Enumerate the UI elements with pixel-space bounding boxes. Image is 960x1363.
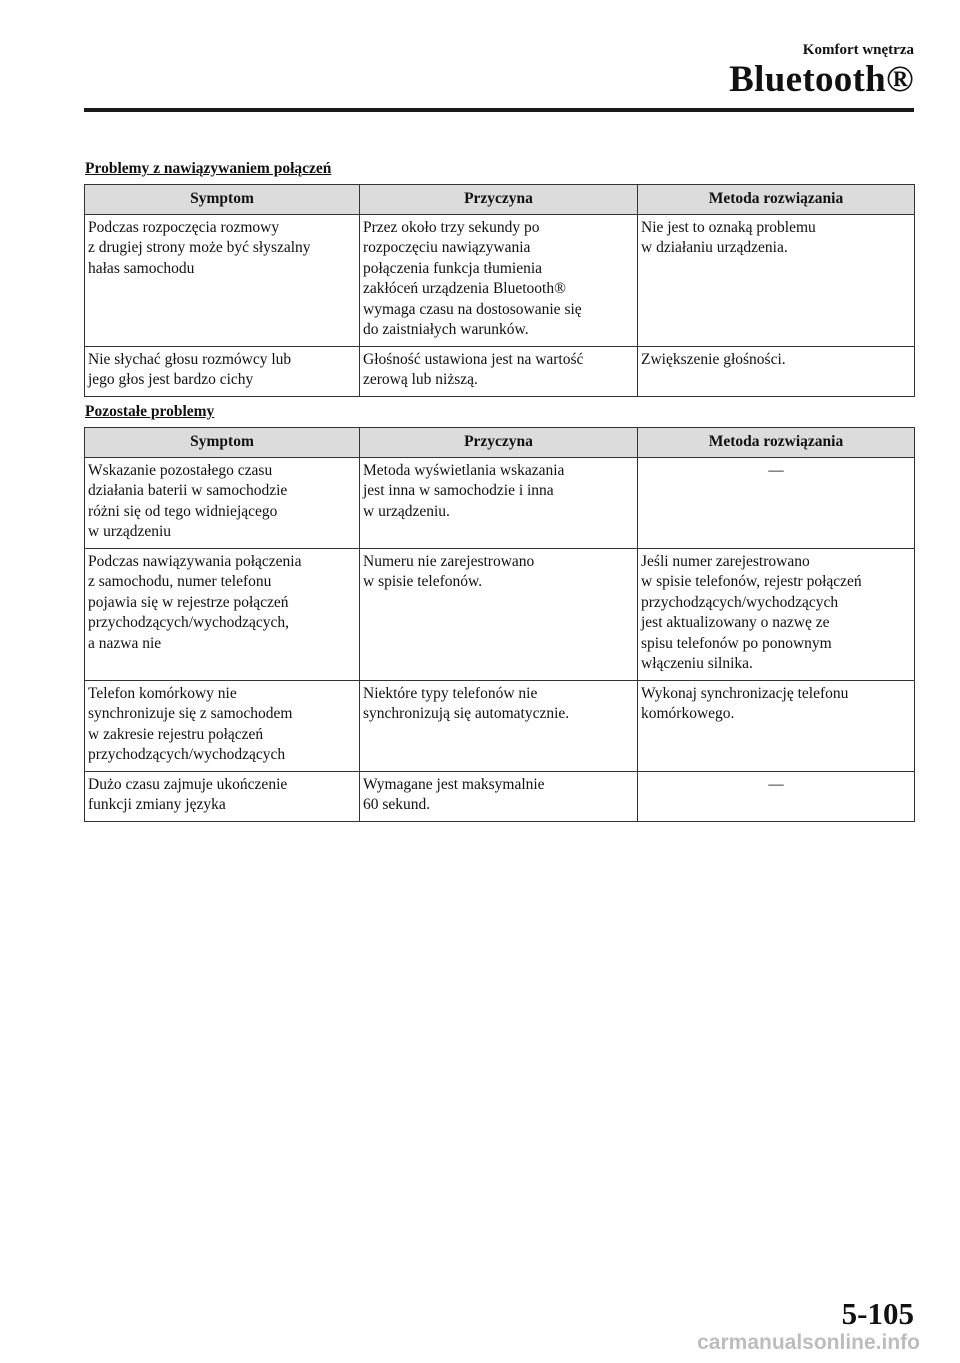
table-header-row xyxy=(85,428,915,458)
page-number: 5-105 xyxy=(841,1296,914,1331)
column-header-cause: Przyczyna xyxy=(360,185,638,215)
page-title: Bluetooth® xyxy=(729,59,914,100)
table-row xyxy=(85,457,915,548)
symptom-cell: Dużo czasu zajmuje ukończenie funkcji zmiany języka xyxy=(85,771,360,821)
cause-cell: Metoda wyświetlania wskazania jest inna w samochodzie i inna w urządzeniu. xyxy=(360,457,638,548)
header-rule xyxy=(84,108,914,112)
table-row xyxy=(85,214,915,346)
column-header-cause: Przyczyna xyxy=(360,428,638,458)
cause-cell: Niektóre typy telefonów nie synchronizują się automatycznie. xyxy=(360,680,638,771)
header-section: Komfort wnętrza xyxy=(802,42,914,58)
symptom-cell: Nie słychać głosu rozmówcy lub jego głos jest bardzo cichy xyxy=(85,346,360,396)
symptom-cell: Telefon komórkowy nie synchronizuje się z samochodem w zakresie rejestru połączeń przychodzących/wychodzących xyxy=(85,680,360,771)
solution-cell: Wykonaj synchronizację telefonu komórkowego. xyxy=(638,680,915,771)
table-header-row xyxy=(85,185,915,215)
table-row xyxy=(85,346,915,396)
other-problems-table xyxy=(84,427,915,822)
column-header-symptom: Symptom xyxy=(85,185,360,215)
solution-cell: Nie jest to oznaką problemu w działaniu urządzenia. xyxy=(638,214,915,346)
column-header-solution: Metoda rozwiązania xyxy=(638,185,915,215)
symptom-cell: Wskazanie pozostałego czasu działania baterii w samochodzie różni się od tego widniejącego w urządzeniu xyxy=(85,457,360,548)
table-row xyxy=(85,771,915,821)
solution-cell: — xyxy=(638,771,915,821)
cause-cell: Numeru nie zarejestrowano w spisie telefonów. xyxy=(360,548,638,680)
column-header-solution: Metoda rozwiązania xyxy=(638,428,915,458)
symptom-cell: Podczas nawiązywania połączenia z samochodu, numer telefonu pojawia się w rejestrze połączeń przychodzących/wychodzących, a nazwa nie xyxy=(85,548,360,680)
solution-cell: Jeśli numer zarejestrowano w spisie telefonów, rejestr połączeń przychodzących/wychodzących jest aktualizowany o nazwę ze spisu telefonów po ponownym włączeniu silnika. xyxy=(638,548,915,680)
solution-cell: — xyxy=(638,457,915,548)
cause-cell: Przez około trzy sekundy po rozpoczęciu nawiązywania połączenia funkcja tłumienia zakłóceń urządzenia Bluetooth® wymaga czasu na dostosowanie się do zaistniałych warunków. xyxy=(360,214,638,346)
section-title-connection: Problemy z nawiązywaniem połączeń xyxy=(85,160,332,177)
table-row xyxy=(85,548,915,680)
cause-cell: Głośność ustawiona jest na wartość zerową lub niższą. xyxy=(360,346,638,396)
cause-cell: Wymagane jest maksymalnie 60 sekund. xyxy=(360,771,638,821)
solution-cell: Zwiększenie głośności. xyxy=(638,346,915,396)
connection-problems-table xyxy=(84,184,915,397)
section-title-other: Pozostałe problemy xyxy=(85,403,215,420)
table-row xyxy=(85,680,915,771)
watermark: carmanualsonline.info xyxy=(697,1331,920,1354)
symptom-cell: Podczas rozpoczęcia rozmowy z drugiej strony może być słyszalny hałas samochodu xyxy=(85,214,360,346)
column-header-symptom: Symptom xyxy=(85,428,360,458)
